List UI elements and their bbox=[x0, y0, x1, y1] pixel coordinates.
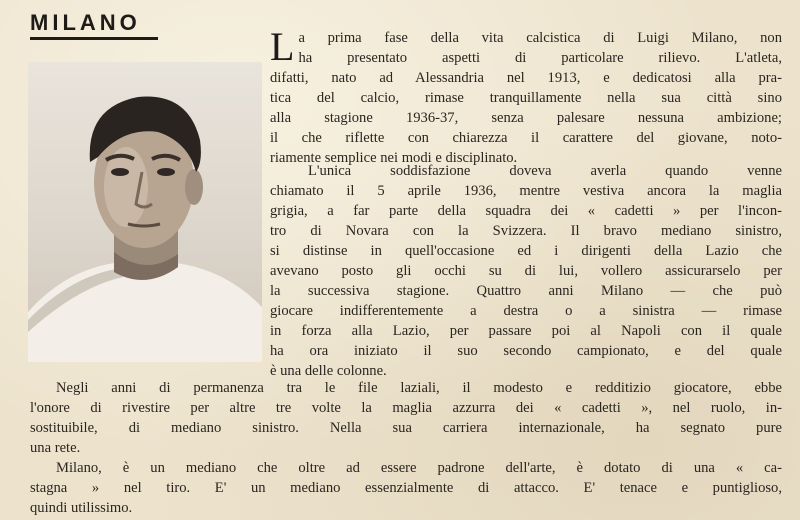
paragraph-international bbox=[30, 378, 782, 458]
text-line: la successiva stagione. Quattro anni Milano — che può bbox=[270, 283, 782, 299]
text-line: difatti, nato ad Alessandria nel 1913, e dedicatosi alla pra- bbox=[270, 70, 782, 86]
paragraph-qualities bbox=[30, 458, 782, 518]
text-line: si distinse in quell'occasione ed i dirigenti della Lazio che bbox=[270, 243, 782, 259]
paragraph-intro bbox=[270, 24, 782, 168]
text-line: ha presentato aspetti di particolare rilievo. L'atleta, bbox=[298, 50, 782, 66]
text-line: avevano posto gli occhi su di lui, vollero assicurarselo per bbox=[270, 263, 782, 279]
text-line: chiamato il 5 aprile 1936, mentre vestiva ancora la maglia bbox=[270, 183, 782, 199]
portrait-illustration bbox=[28, 62, 262, 362]
text-line: alla stagione 1936-37, senza palesare nessuna ambizione; bbox=[270, 110, 782, 126]
text-line: giocare indifferentemente a destra o a sinistra — rimase bbox=[270, 303, 782, 319]
text-line: ha ora iniziato il suo secondo campionato, e del quale bbox=[270, 343, 782, 359]
text-line: quindi utilissimo. bbox=[30, 500, 133, 516]
player-portrait-photo bbox=[28, 62, 262, 362]
text-line: L'unica soddisfazione doveva averla quando venne bbox=[308, 163, 782, 179]
text-line: a prima fase della vita calcistica di Luigi Milano, non bbox=[298, 30, 782, 46]
text-line: una rete. bbox=[30, 440, 81, 456]
text-line: sostituibile, di mediano sinistro. Nella sua carriera internazionale, ha segnato pure bbox=[30, 420, 782, 436]
text-line: Milano, è un mediano che oltre ad essere padrone dell'arte, è dotato di una « ca- bbox=[56, 460, 782, 476]
text-line: tica del calcio, rimase tranquillamente nella sua città sino bbox=[270, 90, 782, 106]
text-line: è una delle colonne. bbox=[270, 363, 387, 379]
text-line: l'onore di rivestire per altre tre volte la maglia azzurra dei « cadetti », nel ruolo, in- bbox=[30, 400, 782, 416]
text-line: riamente semplice nei modi e disciplinato. bbox=[270, 150, 518, 166]
title-underline bbox=[30, 37, 158, 40]
text-line: grigia, a far parte della squadra dei « cadetti » per l'incon- bbox=[270, 203, 782, 219]
drop-cap: L bbox=[270, 24, 295, 69]
paragraph-career bbox=[270, 161, 782, 381]
text-line: il che riflette con chiarezza il carattere del giovane, noto- bbox=[270, 130, 782, 146]
page-title: MILANO bbox=[30, 10, 141, 35]
text-line: Negli anni di permanenza tra le file laziali, il modesto e redditizio giocatore, ebbe bbox=[56, 380, 782, 396]
text-line: stagna » nel tiro. E' un mediano essenzialmente di attacco. E' tenace e puntiglioso, bbox=[30, 480, 782, 496]
text-line: in forza alla Lazio, per passare poi al Napoli con il quale bbox=[270, 323, 782, 339]
text-line: tro di Novara con la Svizzera. Il bravo mediano sinistro, bbox=[270, 223, 782, 239]
